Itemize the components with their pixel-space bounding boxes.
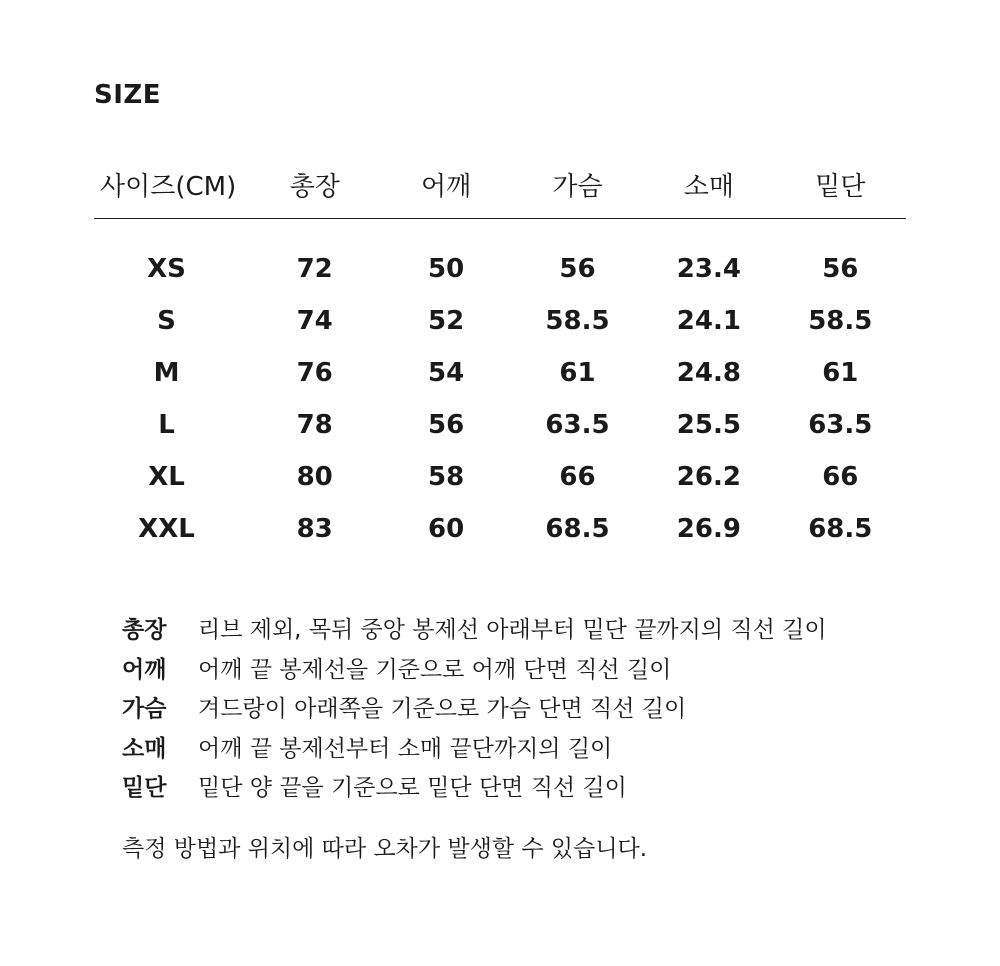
- table-cell: 56: [559, 254, 596, 284]
- size-label: S: [157, 306, 176, 336]
- size-label: XS: [147, 254, 186, 284]
- note-description: 리브 제외, 목뒤 중앙 봉제선 아래부터 밑단 끝까지의 직선 길이: [198, 617, 827, 644]
- measurement-notes: [122, 608, 827, 806]
- table-row: [94, 451, 906, 503]
- note-length: [122, 608, 827, 648]
- table-cell: 58.5: [545, 306, 610, 336]
- table-cell: 58.5: [808, 306, 873, 336]
- table-cell: 56: [822, 254, 859, 284]
- note-label: 소매: [122, 735, 167, 762]
- header-chest: 가슴: [512, 150, 643, 219]
- table-cell: 26.2: [676, 462, 741, 492]
- table-cell: 61: [822, 358, 859, 388]
- note-sleeve: [122, 727, 827, 767]
- table-row: [94, 347, 906, 399]
- table-row: [94, 295, 906, 347]
- table-cell: 78: [296, 410, 333, 440]
- table-cell: 24.8: [676, 358, 741, 388]
- table-cell: 56: [427, 410, 465, 440]
- size-label: XL: [148, 462, 185, 492]
- table-cell: 83: [296, 514, 333, 544]
- table-cell: 52: [427, 306, 465, 336]
- note-description: 어깨 끝 봉제선을 기준으로 어깨 단면 직선 길이: [198, 656, 672, 683]
- header-hem: 밑단: [775, 150, 906, 219]
- size-label: XXL: [138, 514, 195, 544]
- table-cell: 25.5: [676, 410, 741, 440]
- table-cell: 80: [296, 462, 333, 492]
- table-cell: 60: [427, 514, 465, 544]
- table-cell: 24.1: [676, 306, 741, 336]
- note-label: 어깨: [122, 656, 167, 683]
- header-length: 총장: [249, 150, 380, 219]
- note-chest: [122, 687, 827, 727]
- table-cell: 63.5: [545, 410, 610, 440]
- page-title: SIZE: [94, 80, 162, 110]
- note-label: 가슴: [122, 696, 167, 723]
- table-cell: 50: [427, 254, 465, 284]
- table-cell: 66: [559, 462, 596, 492]
- note-label: 총장: [122, 617, 167, 644]
- table-cell: 54: [427, 358, 465, 388]
- size-table: [94, 150, 906, 555]
- table-header-row: [94, 150, 906, 219]
- table-cell: 68.5: [808, 514, 873, 544]
- table-cell: 72: [296, 254, 333, 284]
- note-description: 겨드랑이 아래쪽을 기준으로 가슴 단면 직선 길이: [198, 696, 687, 723]
- note-label: 밑단: [122, 775, 167, 802]
- table-row: [94, 503, 906, 555]
- table-row: [94, 243, 906, 295]
- note-hem: [122, 766, 827, 806]
- table-cell: 58: [427, 462, 465, 492]
- table-cell: 23.4: [676, 254, 741, 284]
- table-cell: 68.5: [545, 514, 610, 544]
- note-description: 어깨 끝 봉제선부터 소매 끝단까지의 길이: [198, 735, 613, 762]
- note-shoulder: [122, 648, 827, 688]
- header-shoulder: 어깨: [380, 150, 511, 219]
- table-cell: 63.5: [808, 410, 873, 440]
- table-cell: 76: [296, 358, 333, 388]
- table-cell: 66: [822, 462, 859, 492]
- size-label: L: [158, 410, 175, 440]
- measurement-disclaimer: 측정 방법과 위치에 따라 오차가 발생할 수 있습니다.: [122, 836, 648, 862]
- table-cell: 74: [296, 306, 333, 336]
- table-row: [94, 399, 906, 451]
- table-cell: 26.9: [676, 514, 741, 544]
- table-cell: 61: [559, 358, 596, 388]
- header-sleeve: 소매: [643, 150, 774, 219]
- header-size: 사이즈(CM): [94, 150, 249, 219]
- size-label: M: [153, 358, 180, 388]
- note-description: 밑단 양 끝을 기준으로 밑단 단면 직선 길이: [198, 775, 627, 802]
